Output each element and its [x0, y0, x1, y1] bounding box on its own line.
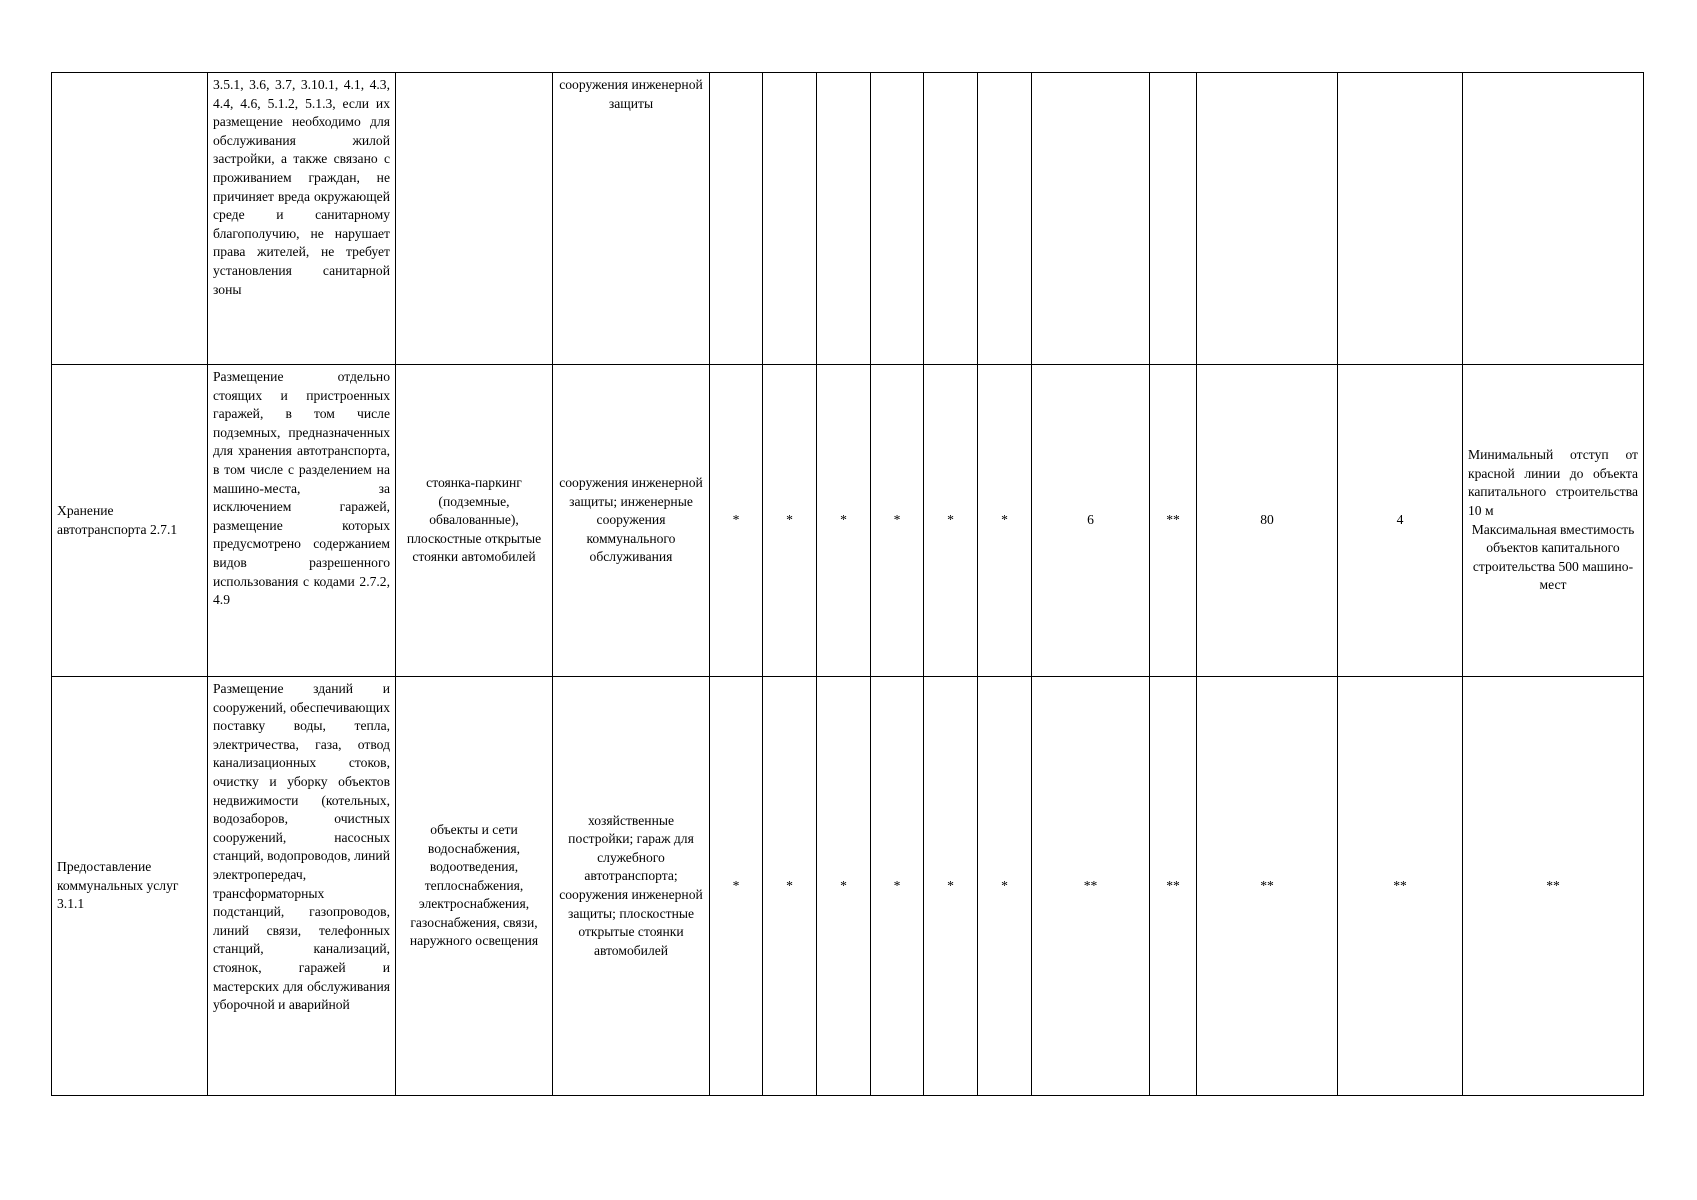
param-cell: * [871, 677, 924, 1096]
table-row [52, 677, 1644, 1096]
param-cell [978, 73, 1032, 365]
param-cell: * [924, 365, 978, 677]
param-cell [710, 73, 763, 365]
param-cell: 80 [1197, 365, 1338, 677]
param-cell: 6 [1032, 365, 1150, 677]
param-cell [1338, 73, 1463, 365]
param-cell: ** [1338, 677, 1463, 1096]
use-description-cell: 3.5.1, 3.6, 3.7, 3.10.1, 4.1, 4.3, 4.4, 4.6, 5.1.2, 5.1.3, если их размещение необходимо для обслуживания жилой застройки, а также связано с проживанием граждан, не причиняет вреда окружающей среде и санитарному благополучию, не нарушает права жителей, не требует установления санитарной зоны [208, 73, 396, 365]
param-cell: * [763, 365, 817, 677]
param-cell [1032, 73, 1150, 365]
note-cell [1463, 365, 1644, 677]
table-row [52, 365, 1644, 677]
auxiliary-uses-cell: хозяйственные постройки; гараж для служебного автотранспорта; сооружения инженерной защиты; плоскостные открытые стоянки автомобилей [553, 677, 710, 1096]
auxiliary-uses-cell: сооружения инженерной защиты; инженерные сооружения коммунального обслуживания [553, 365, 710, 677]
param-cell: ** [1150, 365, 1197, 677]
main-uses-cell: стоянка-паркинг (подземные, обвалованные), плоскостные открытые стоянки автомобилей [396, 365, 553, 677]
param-cell: * [978, 365, 1032, 677]
param-cell: * [924, 677, 978, 1096]
zoning-regulations-table [51, 72, 1644, 1096]
param-cell: * [817, 365, 871, 677]
param-cell: * [871, 365, 924, 677]
use-name-cell [52, 73, 208, 365]
param-cell [763, 73, 817, 365]
main-uses-cell [396, 73, 553, 365]
use-name-cell: Предоставление коммунальных услуг 3.1.1 [52, 677, 208, 1096]
param-cell [1150, 73, 1197, 365]
note-line: ** [1546, 877, 1560, 893]
param-cell: * [710, 677, 763, 1096]
note-cell [1463, 73, 1644, 365]
use-description-cell: Размещение отдельно стоящих и пристроенных гаражей, в том числе подземных, предназначенных для хранения автотранспорта, в том числе с разделением на машино-места, за исключением гаражей, размещение которых предусмотрено содержанием видов разрешенного использования с кодами 2.7.2, 4.9 [208, 365, 396, 677]
param-cell: * [763, 677, 817, 1096]
note-line: Максимальная вместимость объектов капитального строительства 500 машино-мест [1471, 521, 1635, 593]
table-row [52, 73, 1644, 365]
param-cell: * [710, 365, 763, 677]
auxiliary-uses-cell: сооружения инженерной защиты [553, 73, 710, 365]
param-cell: * [978, 677, 1032, 1096]
param-cell: 4 [1338, 365, 1463, 677]
param-cell [1197, 73, 1338, 365]
param-cell: ** [1197, 677, 1338, 1096]
note-cell [1463, 677, 1644, 1096]
use-name-cell: Хранение автотранспорта 2.7.1 [52, 365, 208, 677]
use-description-cell: Размещение зданий и сооружений, обеспечивающих поставку воды, тепла, электричества, газа, отвод канализационных стоков, очистку и уборку объектов недвижимости (котельных, водозаборов, очистных сооружений, насосных станций, водопроводов, линий электропередач, трансформаторных подстанций, газопроводов, линий связи, телефонных станций, канализаций, стоянок, гаражей и мастерских для обслуживания уборочной и аварийной [208, 677, 396, 1096]
main-uses-cell: объекты и сети водоснабжения, водоотведения, теплоснабжения, электроснабжения, газоснабжения, связи, наружного освещения [396, 677, 553, 1096]
param-cell [871, 73, 924, 365]
param-cell: ** [1032, 677, 1150, 1096]
param-cell [817, 73, 871, 365]
param-cell: ** [1150, 677, 1197, 1096]
param-cell: * [817, 677, 871, 1096]
param-cell [924, 73, 978, 365]
note-line: Минимальный отступ от красной линии до объекта капитального строительства 10 м [1468, 447, 1638, 518]
